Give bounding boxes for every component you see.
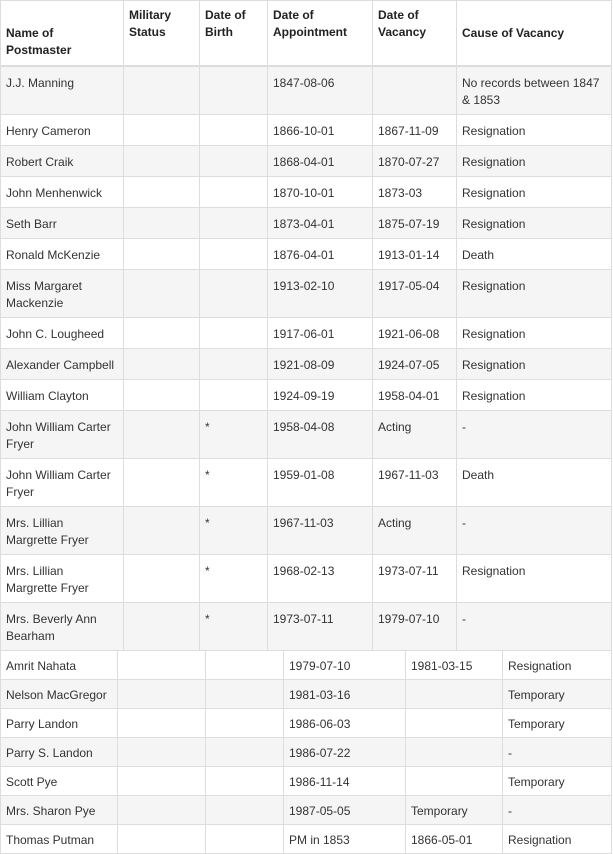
cell-date-of-birth bbox=[200, 66, 268, 115]
cell-date-of-birth bbox=[200, 177, 268, 208]
table-row bbox=[1, 411, 612, 459]
cell-military-status bbox=[118, 767, 206, 796]
cell-date-of-birth: * bbox=[200, 459, 268, 507]
table-row bbox=[1, 555, 612, 603]
cell-cause-of-vacancy: Resignation bbox=[503, 825, 612, 854]
cell-date-of-birth bbox=[200, 115, 268, 146]
table-row bbox=[1, 767, 612, 796]
cell-date-of-vacancy: 1973-07-11 bbox=[373, 555, 457, 603]
cell-date-of-birth: * bbox=[200, 555, 268, 603]
cell-date-of-birth: * bbox=[200, 603, 268, 651]
cell-military-status bbox=[124, 459, 200, 507]
cell-date-of-vacancy: 1981-03-15 bbox=[406, 651, 503, 680]
table-row bbox=[1, 459, 612, 507]
cell-date-of-appointment: 1866-10-01 bbox=[268, 115, 373, 146]
cell-military-status bbox=[118, 680, 206, 709]
table-row bbox=[1, 680, 612, 709]
cell-name: John William Carter Fryer bbox=[1, 411, 124, 459]
cell-military-status bbox=[118, 709, 206, 738]
cell-date-of-appointment: 1968-02-13 bbox=[268, 555, 373, 603]
cell-date-of-birth bbox=[206, 680, 284, 709]
cell-name: Thomas Putman bbox=[1, 825, 118, 854]
header-date-of-birth: Date of Birth bbox=[200, 1, 268, 67]
cell-name: Mrs. Sharon Pye bbox=[1, 796, 118, 825]
cell-date-of-birth bbox=[200, 146, 268, 177]
table-row bbox=[1, 239, 612, 270]
cell-military-status bbox=[124, 411, 200, 459]
table-row bbox=[1, 380, 612, 411]
table-row bbox=[1, 709, 612, 738]
cell-date-of-vacancy: 1921-06-08 bbox=[373, 318, 457, 349]
cell-military-status bbox=[124, 380, 200, 411]
postmaster-table-continued bbox=[0, 650, 612, 854]
cell-date-of-vacancy: 1958-04-01 bbox=[373, 380, 457, 411]
cell-cause-of-vacancy: Temporary bbox=[503, 767, 612, 796]
cell-military-status bbox=[118, 651, 206, 680]
cell-date-of-vacancy: 1924-07-05 bbox=[373, 349, 457, 380]
cell-cause-of-vacancy: Resignation bbox=[457, 349, 612, 380]
cell-name: Miss Margaret Mackenzie bbox=[1, 270, 124, 318]
cell-date-of-appointment: 1917-06-01 bbox=[268, 318, 373, 349]
cell-cause-of-vacancy: Death bbox=[457, 239, 612, 270]
cell-date-of-vacancy bbox=[406, 709, 503, 738]
cell-military-status bbox=[124, 603, 200, 651]
cell-date-of-appointment: 1924-09-19 bbox=[268, 380, 373, 411]
cell-cause-of-vacancy: Resignation bbox=[457, 115, 612, 146]
cell-date-of-vacancy: Temporary bbox=[406, 796, 503, 825]
cell-cause-of-vacancy: - bbox=[457, 411, 612, 459]
table-row bbox=[1, 115, 612, 146]
cell-date-of-appointment: 1981-03-16 bbox=[284, 680, 406, 709]
cell-cause-of-vacancy: No records between 1847 & 1853 bbox=[457, 66, 612, 115]
table-row bbox=[1, 270, 612, 318]
cell-cause-of-vacancy: Death bbox=[457, 459, 612, 507]
table-row bbox=[1, 507, 612, 555]
cell-name: Mrs. Lillian Margrette Fryer bbox=[1, 507, 124, 555]
cell-military-status bbox=[124, 208, 200, 239]
cell-cause-of-vacancy: Resignation bbox=[457, 380, 612, 411]
table-row bbox=[1, 651, 612, 680]
cell-military-status bbox=[124, 507, 200, 555]
cell-date-of-vacancy bbox=[406, 767, 503, 796]
cell-name: Seth Barr bbox=[1, 208, 124, 239]
cell-name: Alexander Campbell bbox=[1, 349, 124, 380]
cell-date-of-appointment: 1958-04-08 bbox=[268, 411, 373, 459]
cell-date-of-birth bbox=[200, 208, 268, 239]
cell-name: Nelson MacGregor bbox=[1, 680, 118, 709]
cell-date-of-birth bbox=[206, 767, 284, 796]
cell-date-of-vacancy: 1873-03 bbox=[373, 177, 457, 208]
cell-date-of-appointment: 1986-06-03 bbox=[284, 709, 406, 738]
header-date-of-appointment: Date of Appointment bbox=[268, 1, 373, 67]
cell-date-of-appointment: PM in 1853 bbox=[284, 825, 406, 854]
cell-cause-of-vacancy: - bbox=[503, 738, 612, 767]
cell-date-of-appointment: 1868-04-01 bbox=[268, 146, 373, 177]
cell-date-of-birth bbox=[200, 349, 268, 380]
cell-cause-of-vacancy: - bbox=[457, 507, 612, 555]
cell-date-of-vacancy: 1867-11-09 bbox=[373, 115, 457, 146]
cell-date-of-birth bbox=[206, 738, 284, 767]
cell-name: J.J. Manning bbox=[1, 66, 124, 115]
table-row bbox=[1, 825, 612, 854]
cell-date-of-appointment: 1847-08-06 bbox=[268, 66, 373, 115]
header-military-status: Military Status bbox=[124, 1, 200, 67]
cell-military-status bbox=[124, 239, 200, 270]
cell-name: Parry S. Landon bbox=[1, 738, 118, 767]
cell-name: John Menhenwick bbox=[1, 177, 124, 208]
cell-date-of-appointment: 1973-07-11 bbox=[268, 603, 373, 651]
cell-date-of-birth bbox=[200, 380, 268, 411]
header-date-of-vacancy: Date of Vacancy bbox=[373, 1, 457, 67]
cell-military-status bbox=[118, 738, 206, 767]
cell-military-status bbox=[124, 270, 200, 318]
cell-date-of-birth bbox=[200, 318, 268, 349]
cell-cause-of-vacancy: - bbox=[457, 603, 612, 651]
cell-name: Henry Cameron bbox=[1, 115, 124, 146]
cell-date-of-appointment: 1959-01-08 bbox=[268, 459, 373, 507]
cell-military-status bbox=[124, 115, 200, 146]
table-row bbox=[1, 177, 612, 208]
cell-name: Amrit Nahata bbox=[1, 651, 118, 680]
cell-cause-of-vacancy: Resignation bbox=[457, 270, 612, 318]
cell-date-of-appointment: 1876-04-01 bbox=[268, 239, 373, 270]
cell-date-of-appointment: 1921-08-09 bbox=[268, 349, 373, 380]
cell-date-of-vacancy: Acting bbox=[373, 507, 457, 555]
cell-date-of-appointment: 1913-02-10 bbox=[268, 270, 373, 318]
cell-cause-of-vacancy: Temporary bbox=[503, 680, 612, 709]
cell-date-of-appointment: 1967-11-03 bbox=[268, 507, 373, 555]
cell-name: Robert Craik bbox=[1, 146, 124, 177]
cell-date-of-birth: * bbox=[200, 411, 268, 459]
cell-date-of-appointment: 1873-04-01 bbox=[268, 208, 373, 239]
table-row bbox=[1, 66, 612, 115]
cell-cause-of-vacancy: Resignation bbox=[457, 208, 612, 239]
cell-name: Ronald McKenzie bbox=[1, 239, 124, 270]
cell-military-status bbox=[124, 66, 200, 115]
cell-name: Mrs. Beverly Ann Bearham bbox=[1, 603, 124, 651]
header-cause-of-vacancy: Cause of Vacancy bbox=[457, 1, 612, 67]
cell-cause-of-vacancy: Resignation bbox=[457, 555, 612, 603]
cell-date-of-vacancy bbox=[406, 738, 503, 767]
cell-name: William Clayton bbox=[1, 380, 124, 411]
cell-date-of-vacancy: 1875-07-19 bbox=[373, 208, 457, 239]
cell-date-of-appointment: 1986-07-22 bbox=[284, 738, 406, 767]
table-row bbox=[1, 349, 612, 380]
cell-date-of-birth bbox=[200, 270, 268, 318]
cell-date-of-birth bbox=[206, 709, 284, 738]
table-header-row bbox=[1, 1, 612, 67]
cell-name: Parry Landon bbox=[1, 709, 118, 738]
cell-military-status bbox=[118, 825, 206, 854]
cell-date-of-vacancy bbox=[406, 680, 503, 709]
cell-military-status bbox=[124, 318, 200, 349]
cell-cause-of-vacancy: Temporary bbox=[503, 709, 612, 738]
header-name: Name of Postmaster bbox=[1, 1, 124, 67]
cell-military-status bbox=[124, 146, 200, 177]
cell-date-of-appointment: 1987-05-05 bbox=[284, 796, 406, 825]
cell-cause-of-vacancy: Resignation bbox=[503, 651, 612, 680]
table-row bbox=[1, 318, 612, 349]
cell-cause-of-vacancy: Resignation bbox=[457, 318, 612, 349]
cell-date-of-birth bbox=[200, 239, 268, 270]
cell-date-of-vacancy: 1913-01-14 bbox=[373, 239, 457, 270]
cell-military-status bbox=[124, 555, 200, 603]
cell-name: John C. Lougheed bbox=[1, 318, 124, 349]
cell-date-of-vacancy bbox=[373, 66, 457, 115]
cell-cause-of-vacancy: Resignation bbox=[457, 177, 612, 208]
table-row bbox=[1, 208, 612, 239]
cell-military-status bbox=[124, 177, 200, 208]
cell-date-of-vacancy: 1967-11-03 bbox=[373, 459, 457, 507]
cell-date-of-vacancy: 1917-05-04 bbox=[373, 270, 457, 318]
cell-cause-of-vacancy: Resignation bbox=[457, 146, 612, 177]
table-row bbox=[1, 738, 612, 767]
table-row bbox=[1, 146, 612, 177]
cell-military-status bbox=[124, 349, 200, 380]
table-row bbox=[1, 603, 612, 651]
cell-date-of-vacancy: 1870-07-27 bbox=[373, 146, 457, 177]
cell-cause-of-vacancy: - bbox=[503, 796, 612, 825]
cell-name: Mrs. Lillian Margrette Fryer bbox=[1, 555, 124, 603]
cell-date-of-birth bbox=[206, 825, 284, 854]
cell-date-of-appointment: 1986-11-14 bbox=[284, 767, 406, 796]
cell-name: John William Carter Fryer bbox=[1, 459, 124, 507]
cell-date-of-appointment: 1979-07-10 bbox=[284, 651, 406, 680]
cell-date-of-birth bbox=[206, 651, 284, 680]
cell-date-of-vacancy: Acting bbox=[373, 411, 457, 459]
cell-date-of-birth: * bbox=[200, 507, 268, 555]
cell-date-of-appointment: 1870-10-01 bbox=[268, 177, 373, 208]
cell-name: Scott Pye bbox=[1, 767, 118, 796]
cell-date-of-vacancy: 1979-07-10 bbox=[373, 603, 457, 651]
cell-date-of-vacancy: 1866-05-01 bbox=[406, 825, 503, 854]
